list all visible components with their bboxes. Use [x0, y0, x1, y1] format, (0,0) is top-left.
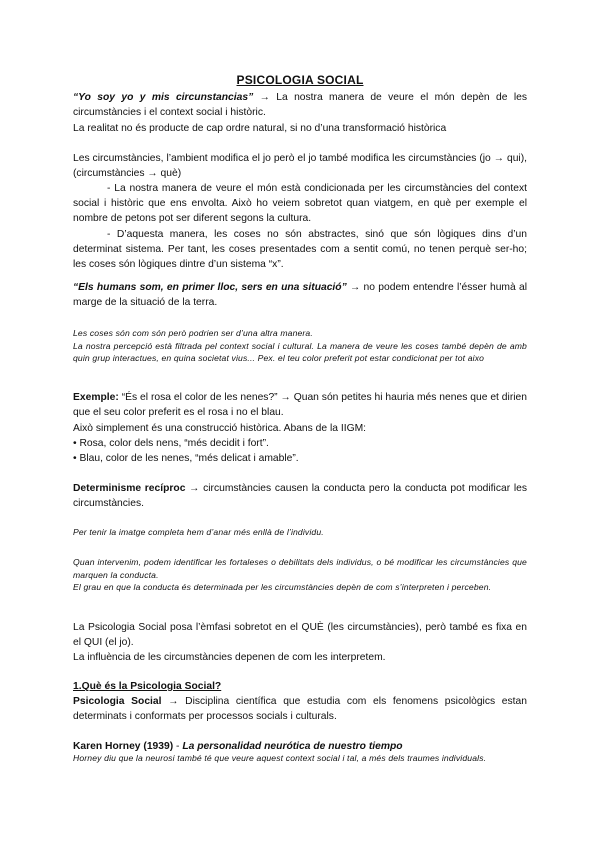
section-1-heading: 1.Què és la Psicologia Social?: [73, 681, 222, 692]
horney-separator: -: [173, 741, 183, 752]
note-block-2: Per tenir la imatge completa hem d’anar més enllà de l’individu.: [73, 527, 324, 537]
determinism-text: → circumstàncies causen la conducta pero la conducta pot modificar les circumstàncies.: [73, 483, 527, 509]
determinism-paragraph: [73, 481, 527, 511]
intro-line2: La realitat no és producte de cap ordre natural, si no d’una transformació històrica: [73, 123, 447, 134]
example-paragraph: [73, 390, 527, 420]
humans-paragraph: [73, 280, 527, 310]
humans-quote: “Els humans som, en primer lloc, sers en una situació”: [73, 282, 347, 293]
page-title: PSICOLOGIA SOCIAL: [236, 73, 364, 87]
example-label: Exemple:: [73, 392, 119, 403]
note-block-1: [73, 327, 527, 365]
example-text: “És el rosa el color de les nenes?” → Quan són petites hi hauria més nenes que et dirien que el seu color preferit es el rosa i no el blau.: [73, 392, 527, 418]
circ-paragraph-1: Les circumstàncies, l’ambient modifica el jo però el jo també modifica les circumstàncies (jo → qui), (circumstàncies → què): [73, 153, 527, 179]
horney-book-title: La personalidad neurótica de nuestro tiempo: [182, 741, 403, 752]
humans-text: → no podem entendre l’ésser humà al marge de la situació de la terra.: [73, 282, 527, 308]
section-1-definition: [73, 694, 527, 724]
emphasis-line1: La Psicologia Social posa l’èmfasi sobretot en el QUÈ (les circumstàncies), però també es fixa en el QUI (el jo).: [73, 622, 527, 648]
note1-line1: Les coses són com són però podrien ser d’una altra manera.: [73, 328, 313, 338]
note1-line2: La nostra percepció està filtrada pel context social i cultural. La manera de veure les coses també depèn de amb quin grup interactues, en quina societat vius... Pex. el teu color preferit pot estar condicionat per tot aixo: [73, 340, 527, 363]
example-line2: Això simplement és una construcció històrica. Abans de la IIGM:: [73, 423, 367, 434]
definition-text: → Disciplina científica que estudia com els fenomens psicològics estan determinats i conformats per processos socials i culturals.: [73, 696, 528, 722]
horney-author: Karen Horney (1939): [73, 741, 174, 752]
intro-text: → La nostra manera de veure el món depèn de les circumstàncies i el context social i històric.: [73, 92, 527, 118]
emphasis-line2: La influència de les circumstàncies depenen de com les interpretem.: [73, 652, 386, 663]
intro-paragraph: [73, 90, 527, 120]
horney-note: Horney diu que la neurosi també té que veure aquest context social i tal, a més dels traumes individuals.: [73, 753, 487, 763]
example-bullet-2: • Blau, color de les nenes, “més delicat i amable”.: [73, 453, 299, 464]
example-list: [73, 421, 527, 466]
note3-line1: Quan intervenim, podem identificar les fortaleses o debilitats dels individus, o bé modificar les circumstàncies que marquen la conducta.: [73, 557, 527, 580]
circ-paragraph-2: - La nostra manera de veure el món està condicionada per les circumstàncies del context social i històric que ens envolta. Això ho veiem sobretot quan viatgem, en què per exemple el nombre de petons pot ser diferent segons la cultura.: [73, 183, 527, 224]
determinism-label: Determinisme recíproc: [73, 483, 186, 494]
circ-paragraph-3: - D’aquesta manera, les coses no són abstractes, sinó que són lògiques dins d’un determinat sistema. Per tant, les coses presentades com a sentit comú, no tenen perquè ser-ho; les coses són lògiques dintre d’un sistema “x”.: [73, 229, 527, 270]
definition-term: Psicologia Social: [73, 696, 162, 707]
emphasis-block: [73, 620, 527, 665]
note-block-3: [73, 556, 527, 594]
intro-quote: “Yo soy yo y mis circunstancias”: [73, 92, 254, 103]
example-bullet-1: • Rosa, color dels nens, “més decidit i fort”.: [73, 438, 269, 449]
note3-line2: El grau en que la conducta és determinada per les circumstàncies depèn de com s’interpreten i perceben.: [73, 582, 492, 592]
